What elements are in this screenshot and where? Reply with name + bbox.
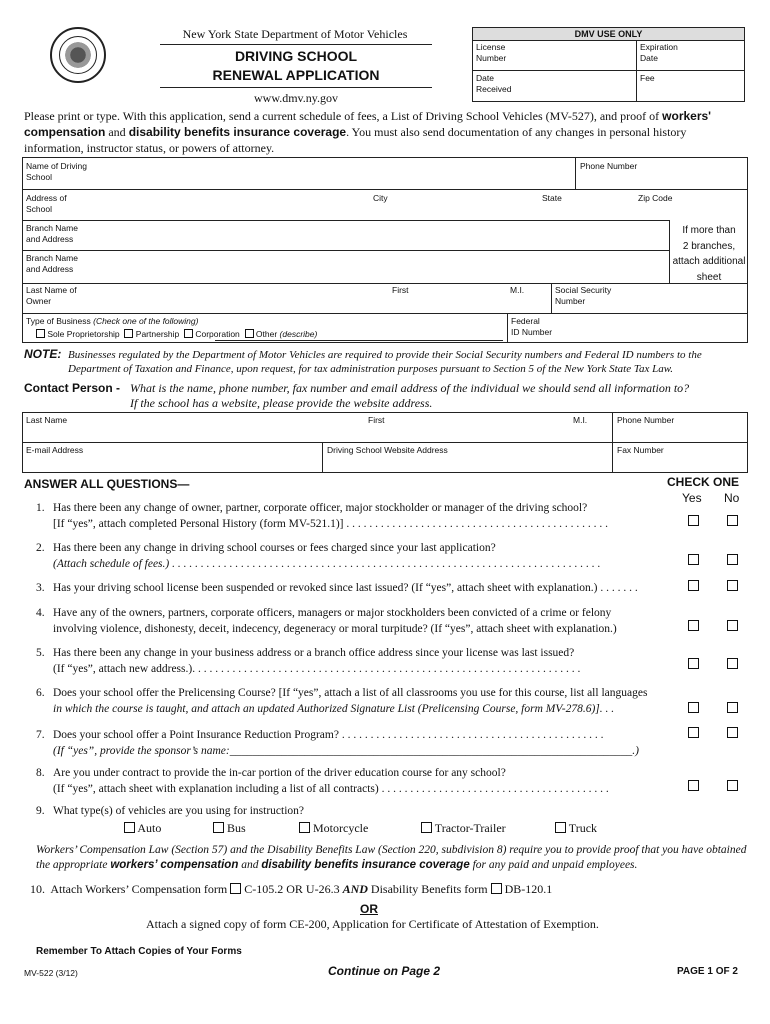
question-6-yes-checkbox[interactable]	[688, 702, 699, 713]
answer-all-questions-heading: ANSWER ALL QUESTIONS—	[24, 477, 190, 491]
owner-last-name-field[interactable]	[80, 285, 380, 311]
question-2-yes-checkbox[interactable]	[688, 554, 699, 565]
branch2-label: Branch Name and Address	[26, 253, 78, 274]
dmv-use-heading: DMV USE ONLY	[473, 28, 744, 40]
intro-paragraph: Please print or type. With this application, send a current schedule of fees, a List of Driving School Vehicles (MV-527), and proof of workers' compensation and disability benefits insurance coverage. You must also send documentation of any changes in personal history information, instructor status, or powers of attorney.	[24, 109, 712, 155]
zip-label: Zip Code	[638, 193, 673, 203]
contact-last-name-field[interactable]	[26, 427, 356, 441]
tractor-trailer-checkbox[interactable]	[421, 822, 432, 833]
vehicle-auto-option: Auto	[124, 821, 161, 836]
question-2: 2. Has there been any change in driving school courses or fees charged since your last application? (Attach schedule of fees.) . . . . . . . . . . . . . . . . . . . . . . . . . . . . . . . . . . . . . . . . . . . . . . . . . . . . . . . . . . . . . . . . . . . . . . . . . . .	[36, 542, 601, 570]
branch1-field[interactable]	[90, 223, 660, 248]
vehicle-truck-option: Truck	[555, 821, 597, 836]
question-4-yes-checkbox[interactable]	[688, 620, 699, 631]
school-phone-label: Phone Number	[580, 161, 638, 171]
question-3-no-checkbox[interactable]	[727, 580, 738, 591]
question-3: 3. Has your driving school license been suspended or revoked since last issued? (If “yes”, attach sheet with explanation.) . . . . . . .	[36, 582, 638, 594]
question-6-no-checkbox[interactable]	[727, 702, 738, 713]
date-received-label: Date Received	[476, 73, 512, 94]
auto-checkbox[interactable]	[124, 822, 135, 833]
contact-first-field[interactable]	[368, 427, 558, 441]
state-label: State	[542, 193, 562, 203]
branch1-label: Branch Name and Address	[26, 223, 78, 244]
contact-last-name-label: Last Name	[26, 415, 68, 425]
school-name-label: Name of Driving School	[26, 161, 87, 182]
contact-email-field[interactable]	[26, 457, 318, 471]
contact-person-label: Contact Person -	[24, 381, 121, 395]
question-4-no-checkbox[interactable]	[727, 620, 738, 631]
c105-u26-checkbox[interactable]	[230, 883, 241, 894]
other-checkbox[interactable]	[245, 329, 254, 338]
form-title-line1: DRIVING SCHOOL	[234, 48, 358, 64]
vehicle-motorcycle-option: Motorcycle	[299, 821, 368, 836]
contact-phone-field[interactable]	[617, 427, 745, 441]
question-1-no-checkbox[interactable]	[727, 515, 738, 526]
branch2-field[interactable]	[90, 253, 660, 281]
owner-mi-field[interactable]	[510, 297, 546, 311]
question-1: 1. Has there been any change of owner, partner, corporate officer, major stockholder or manager of the driving school? [If “yes”, attach completed Personal History (form MV-521.1)] . . . . . . . . . . . . . . . . . . . . . . . . . . . . . . . . . . . . . . . . . . . . . .	[36, 502, 609, 530]
ssn-field[interactable]	[620, 285, 745, 311]
fee-label: Fee	[640, 73, 655, 83]
question-6: 6. Does your school offer the Prelicensing Course? [If “yes”, attach a list of all classrooms you use for this course, list all languages in which the course is taught, and attach an updated Authorized Signature List (Prelicensing Course, form MV-278.6)]. . .	[36, 687, 648, 715]
question-4: 4. Have any of the owners, partners, corporate officers, managers or major stockholders been convicted of a crime or felony involving violence, dishonesty, deceit, indecency, degeneracy or moral turpitude? (If “yes”, attach sheet with explanation.)	[36, 607, 617, 635]
school-phone-field[interactable]	[580, 174, 740, 188]
nys-seal-logo	[50, 27, 106, 83]
vehicle-bus-option: Bus	[213, 821, 246, 836]
bus-checkbox[interactable]	[213, 822, 224, 833]
business-type-label: Type of Business (Check one of the following)	[26, 316, 199, 326]
contact-first-label: First	[368, 415, 385, 425]
contact-phone-label: Phone Number	[617, 415, 675, 425]
contact-fax-field[interactable]	[617, 457, 745, 471]
question-8-no-checkbox[interactable]	[727, 780, 738, 791]
db120-checkbox[interactable]	[491, 883, 502, 894]
question-8: 8. Are you under contract to provide the in-car portion of the driver education course for any school? (If “yes”, attach sheet with explanation including a list of all contracts) . . . . . . . . . . . . . . . . . . . . . . . . . . . . . . . . . . . . . . . .	[36, 767, 609, 795]
contact-mi-field[interactable]	[573, 427, 609, 441]
question-5: 5. Has there been any change in your business address or a branch office address since your license was last issued? (If “yes”, attach new address.). . . . . . . . . . . . . . . . . . . . . . . . . . . . . . . . . . . . . . . . . . . . . . . . . . . . . . . . . . . . . . . . . . . .	[36, 647, 581, 675]
school-address-label: Address of School	[26, 193, 67, 214]
page-number: PAGE 1 OF 2	[677, 966, 738, 977]
question-8-yes-checkbox[interactable]	[688, 780, 699, 791]
website-address-field[interactable]	[327, 457, 609, 471]
question-2-no-checkbox[interactable]	[727, 554, 738, 565]
state-field[interactable]	[542, 205, 622, 219]
question-10: 10. Attach Workers’ Compensation form C-105.2 OR U-26.3 AND Disability Benefits form DB-120.1	[30, 882, 553, 896]
question-5-yes-checkbox[interactable]	[688, 658, 699, 669]
contact-person-text2: If the school has a website, please provide the website address.	[130, 396, 433, 410]
expiration-date-label: Expiration Date	[640, 42, 678, 63]
contact-person-text: What is the name, phone number, fax number and email address of the individual we should send all information to?	[130, 381, 690, 395]
contact-mi-label: M.I.	[573, 415, 588, 425]
question-7-no-checkbox[interactable]	[727, 727, 738, 738]
branch-note: If more than 2 branches, attach additional sheet	[672, 225, 746, 283]
workers-comp-paragraph: Workers’ Compensation Law (Section 57) and the Disability Benefits Law (Section 220, subdivision 8) require you to provide proof that you have obtained the appropriate workers’ compensation and disability benefits insurance coverage for any paid and unpaid employees.	[36, 844, 747, 871]
note-label: NOTE:	[24, 347, 62, 361]
check-one-heading: CHECK ONE	[667, 475, 740, 489]
sole-proprietorship-checkbox[interactable]	[36, 329, 45, 338]
contact-email-label: E-mail Address	[26, 445, 84, 455]
agency-name: New York State Department of Motor Vehicles	[182, 27, 408, 41]
federal-id-label: Federal ID Number	[511, 316, 553, 337]
question-5-no-checkbox[interactable]	[727, 658, 738, 669]
question-1-yes-checkbox[interactable]	[688, 515, 699, 526]
website-url: www.dmv.ny.gov	[254, 91, 338, 105]
contact-fax-label: Fax Number	[617, 445, 664, 455]
yes-column-label: Yes	[682, 491, 702, 505]
continue-note: Continue on Page 2	[328, 964, 441, 978]
form-title-line2: RENEWAL APPLICATION	[212, 67, 380, 83]
city-field[interactable]	[373, 205, 523, 219]
note-text: Businesses regulated by the Department of Motor Vehicles are required to provide their Social Security numbers and Federal ID numbers to the Department of Taxation and Finance, upon request, for tax administration purposes pursuant to Section 5 of the New York State Tax Law.	[68, 349, 702, 375]
owner-last-name-label: Last Name of Owner	[26, 285, 77, 306]
zip-field[interactable]	[638, 205, 738, 219]
corporation-checkbox[interactable]	[184, 329, 193, 338]
website-address-label: Driving School Website Address	[327, 445, 448, 455]
school-name-field[interactable]	[120, 161, 570, 185]
ce200-instruction: Attach a signed copy of form CE-200, Application for Certificate of Attestation of Exemption.	[146, 917, 599, 931]
question-7: 7. Does your school offer a Point Insurance Reduction Program? . . . . . . . . . . . . . . . . . . . . . . . . . . . . . . . . . . . . . . . . . . . . . . (If “yes”, provide the sponsor’s name:______________________________________________________________________.)	[36, 729, 639, 757]
remember-note: Remember To Attach Copies of Your Forms	[36, 946, 242, 957]
question-7-yes-checkbox[interactable]	[688, 727, 699, 738]
question-3-yes-checkbox[interactable]	[688, 580, 699, 591]
city-label: City	[373, 193, 388, 203]
dmv-use-only-box	[472, 27, 745, 102]
owner-first-label: First	[392, 285, 409, 295]
form-id: MV-522 (3/12)	[24, 968, 78, 978]
partnership-checkbox[interactable]	[124, 329, 133, 338]
no-column-label: No	[724, 491, 740, 505]
ssn-label: Social Security Number	[555, 285, 612, 306]
school-address-field[interactable]	[80, 193, 360, 217]
license-number-label: License Number	[476, 42, 507, 63]
truck-checkbox[interactable]	[555, 822, 566, 833]
question-9: 9. What type(s) of vehicles are you using for instruction?	[36, 805, 305, 817]
owner-mi-label: M.I.	[510, 285, 525, 295]
motorcycle-checkbox[interactable]	[299, 822, 310, 833]
vehicle-tractor-trailer-option: Tractor-Trailer	[421, 821, 506, 836]
owner-first-field[interactable]	[392, 297, 492, 311]
or-divider: OR	[360, 902, 378, 916]
federal-id-field[interactable]	[560, 316, 745, 341]
business-type-options: Sole Proprietorship Partnership Corporation Other (describe)	[36, 329, 317, 340]
